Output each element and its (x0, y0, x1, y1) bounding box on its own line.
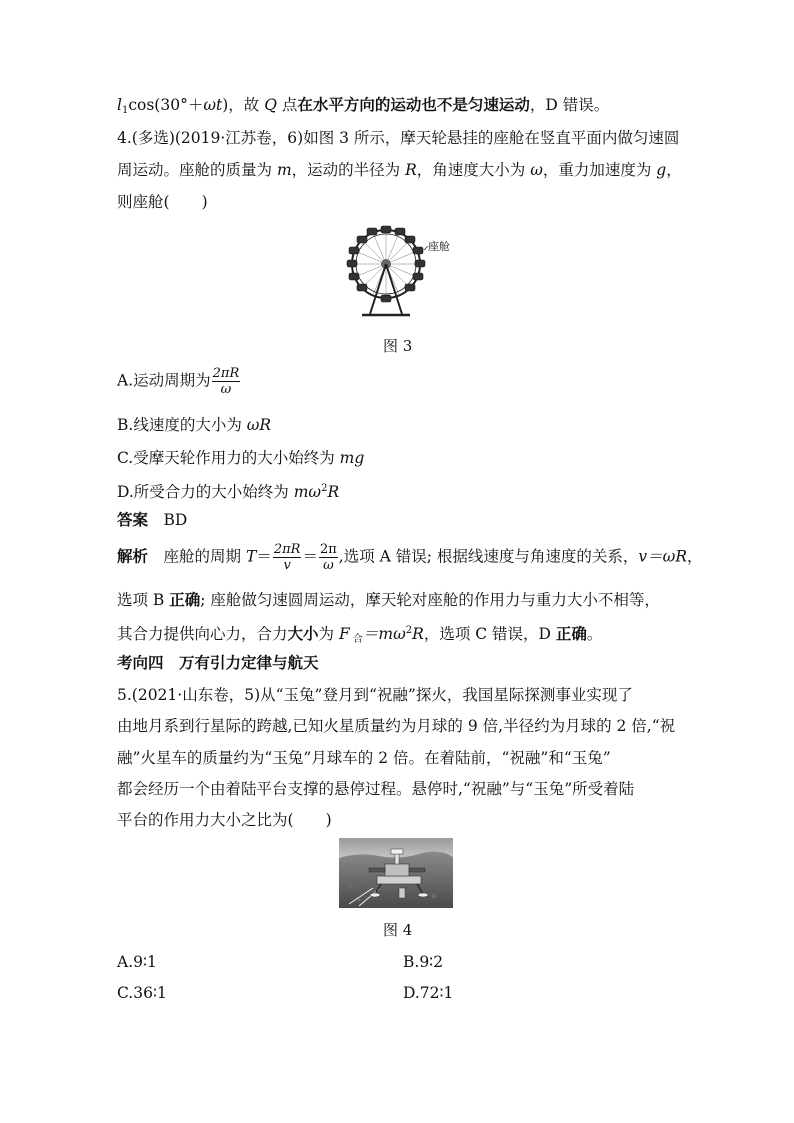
q4-option-b (117, 415, 271, 435)
option-d-text: D.所受合力的大小始终为 (117, 483, 294, 501)
period-fraction-1 (273, 542, 302, 573)
analysis-text: 。 (586, 625, 603, 643)
velocity-formula: v＝ωR (638, 547, 687, 566)
option-c-formula: mg (339, 449, 365, 467)
ferris-wheel-figure (336, 222, 460, 322)
var-l: l (117, 96, 122, 114)
fraction-denominator: v (283, 558, 291, 573)
ferris-wheel-icon (336, 222, 460, 322)
var-r: R (405, 161, 417, 179)
analysis-bold: 大小 (287, 624, 319, 643)
fraction-numerator: 2πR (273, 542, 301, 557)
section-title: 考向四 万有引力定律与航天 (117, 653, 319, 672)
analysis-text: 为 (318, 625, 339, 643)
superscript-2: 2 (321, 483, 328, 494)
q4-text: ， (666, 161, 682, 179)
q4-option-a (117, 366, 241, 402)
q5-option-d: D.72∶1 (403, 984, 454, 1002)
var-t: T (245, 547, 257, 566)
q5-text: 平台的作用力大小之比为( (117, 811, 294, 829)
q4-option-d (117, 479, 339, 502)
analysis-text: ; 座舱做匀速圆周运动，摩天轮对座舱的作用力与重力大小不相等， (200, 591, 660, 609)
fraction-denominator: ω (323, 558, 334, 573)
analysis-bold: 正确 (169, 590, 201, 609)
q5-stem-line3: 融”火星车的质量约为“玉兔”月球车的 2 倍。在着陆前，“祝融”和“玉兔” (117, 749, 611, 767)
net-force-formula: ＝mω (362, 625, 406, 643)
text-point: 点 (276, 96, 298, 114)
text-bold-conclusion: 在水平方向的运动也不是匀速运动 (297, 95, 530, 114)
expr-close: )，故 (222, 96, 265, 114)
analysis-bold: 正确 (555, 624, 587, 643)
text-d-wrong: ，D 错误。 (529, 96, 610, 114)
option-b-text: B.线速度的大小为 (117, 416, 247, 434)
q4-text: 周运动。座舱的质量为 (117, 161, 277, 179)
answer-label: 答案 (117, 510, 149, 529)
q5-stem-line4: 都会经历一个由着陆平台支撑的悬停过程。悬停时,“祝融”与“玉兔”所受着陆 (117, 780, 635, 798)
analysis-text: ， (687, 547, 703, 566)
cos-expression: cos(30°＋ (128, 96, 204, 114)
option-a-text: A.运动周期为 (117, 371, 211, 390)
cabin-label: 座舱 (428, 240, 450, 253)
q5-stem-line2: 由地月系到行星际的跨越,已知火星质量约为月球的 9 倍,半径约为月球的 2 倍,“祝 (117, 717, 676, 735)
var-q: Q (264, 96, 277, 114)
q4-stem-line2 (117, 160, 682, 180)
fraction-numerator: 2π (319, 542, 337, 557)
subscript-he: 合 (349, 634, 363, 645)
var-r: R (412, 625, 424, 643)
q4-text: ，角速度大小为 (416, 161, 531, 179)
q5-stem-line1: 5.(2021·山东卷，5)从“玉兔”登月到“祝融”探火，我国星际探测事业实现了 (117, 686, 633, 704)
equals-sign: ＝ (302, 547, 318, 566)
mars-rover-photo-icon (339, 838, 453, 908)
previous-solution-tail (117, 95, 609, 121)
q4-stem-line1: 4.(多选)(2019·江苏卷，6)如图 3 所示，摩天轮悬挂的座舱在竖直平面内做匀速圆 (117, 129, 680, 147)
period-fraction-2 (319, 542, 338, 573)
figure-3-caption: 图 3 (383, 337, 413, 355)
q4-stem-line3 (117, 192, 208, 212)
omega-t: ωt (203, 96, 223, 114)
analysis-text: ; 根据线速度与角速度的关系， (426, 547, 639, 566)
q4-analysis-line1 (117, 542, 703, 582)
q5-stem-line5 (117, 810, 332, 830)
var-f: F (338, 625, 350, 643)
option-d-formula: mω (293, 483, 322, 501)
mars-rover-figure (339, 838, 453, 908)
q4-analysis-line2 (117, 590, 660, 610)
analysis-text: 选项 B (117, 591, 170, 609)
option-d-r: R (327, 483, 340, 501)
q4-text: ，重力加速度为 (542, 161, 657, 179)
q5-text: ) (325, 811, 332, 829)
q4-analysis-line3 (117, 621, 602, 650)
fraction-denominator: ω (220, 382, 232, 397)
analysis-text: ,选项 A 错误 (338, 547, 427, 566)
subscript-1: 1 (121, 105, 129, 116)
figure-4-caption: 图 4 (383, 921, 413, 939)
q5-option-b: B.9∶2 (403, 953, 444, 971)
analysis-text: 座舱的周期 (163, 547, 246, 566)
superscript-2: 2 (405, 625, 413, 636)
analysis-label: 解析 (117, 546, 149, 566)
var-g: g (656, 161, 667, 179)
option-c-text: C.受摩天轮作用力的大小始终为 (117, 449, 340, 467)
q5-option-c: C.36∶1 (117, 984, 167, 1002)
q5-option-a: A.9∶1 (117, 953, 157, 971)
q4-text: 则座舱( (117, 193, 170, 211)
q4-text: ，运动的半径为 (291, 161, 406, 179)
fraction-numerator: 2πR (212, 366, 240, 381)
analysis-text: ，选项 C 错误，D (423, 625, 556, 643)
q4-answer (117, 510, 187, 530)
q4-text: ) (201, 193, 208, 211)
q4-option-c (117, 448, 364, 468)
equals-sign: ＝ (256, 547, 272, 566)
var-m: m (276, 161, 292, 179)
period-fraction (212, 366, 241, 397)
answer-value: BD (163, 511, 188, 529)
analysis-text: 其合力提供向心力，合力 (117, 625, 288, 643)
var-omega: ω (530, 161, 543, 179)
option-b-formula: ωR (246, 416, 272, 434)
